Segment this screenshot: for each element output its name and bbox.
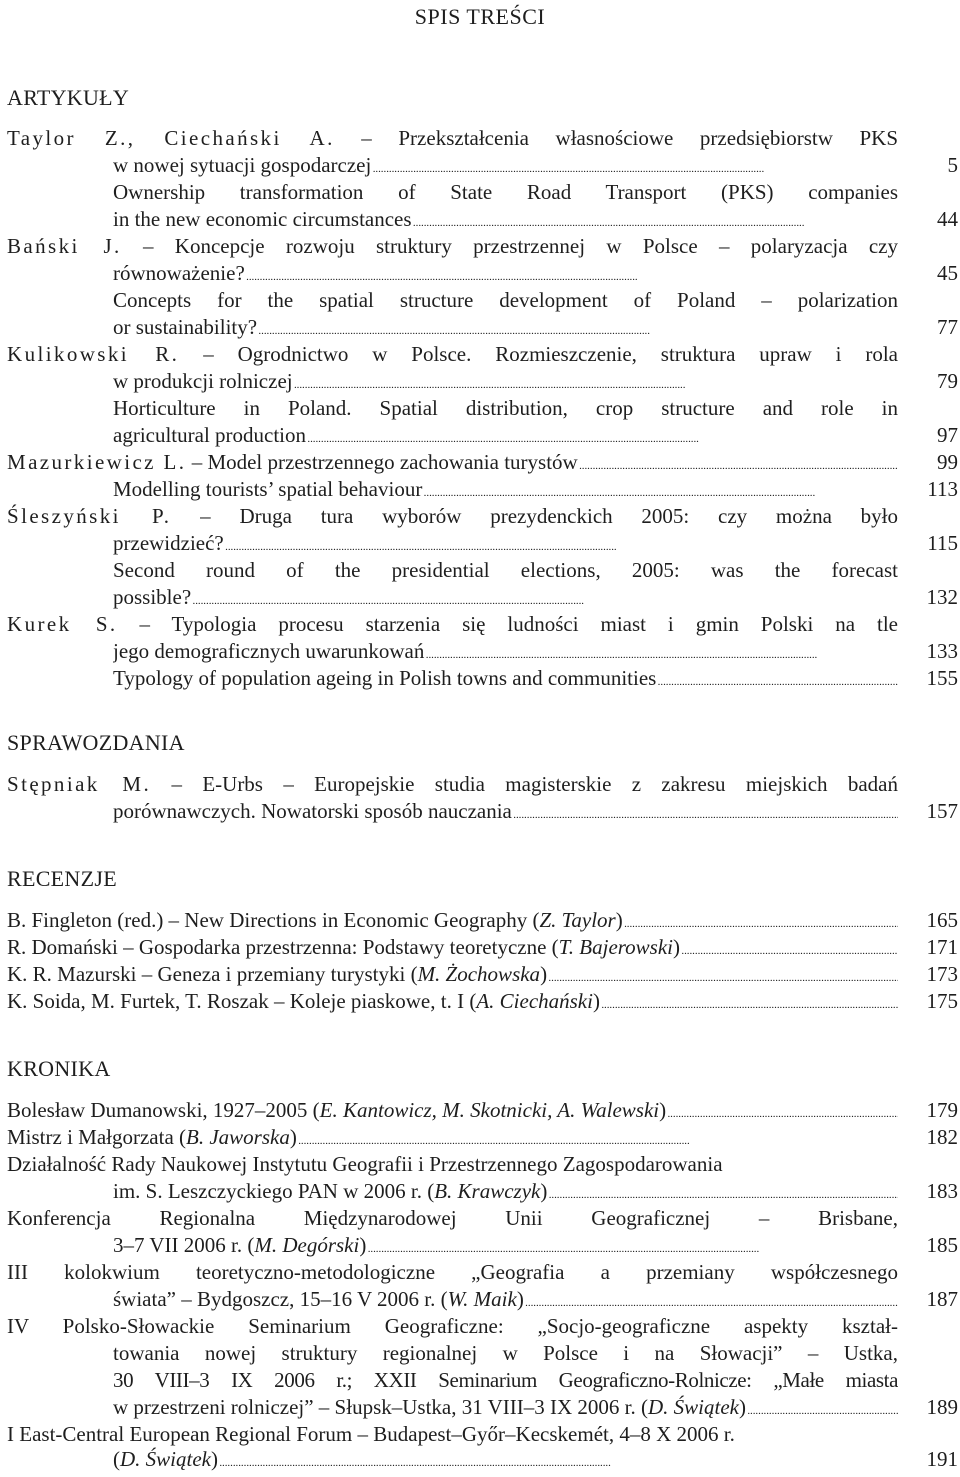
page-number: 173: [926, 962, 958, 986]
toc-entry-line: [113, 476, 960, 503]
page-number: 45: [937, 261, 958, 285]
toc-entry-line: [113, 1446, 960, 1473]
closing-paren: ): [210, 1447, 218, 1471]
chronicle-author: W. Maik: [447, 1287, 517, 1311]
entry-title: – Typologia procesu starzenia się ludności miast i gmin Polski na tle: [117, 612, 898, 636]
page-number: 97: [937, 423, 958, 447]
page-number: 179: [926, 1098, 958, 1122]
toc-entry-line: [7, 1097, 960, 1124]
section-heading-articles: ARTYKUŁY: [7, 85, 130, 110]
toc-entry-line: [7, 341, 960, 368]
page-number: 185: [926, 1233, 958, 1257]
page-number: 113: [927, 477, 958, 501]
chronicle-title: III kolokwium teoretyczno-metodologiczne „Geografia a przemiany współczesnego: [7, 1260, 898, 1284]
chronicle-author: B. Jaworska: [186, 1125, 290, 1149]
page-number: 183: [926, 1179, 958, 1203]
toc-entry-line: [113, 798, 960, 825]
review-title: K. Soida, M. Furtek, T. Roszak – Koleje piaskowe, t. I (: [7, 989, 477, 1013]
toc-entry-line: [113, 638, 960, 665]
entry-title-english-continued: agricultural production . . .: [113, 422, 898, 453]
entry-title-english: Ownership transformation of State Road Transport (PKS) companies: [113, 180, 898, 204]
section-heading-chronicle: KRONIKA: [7, 1056, 111, 1081]
entry-title-english: Second round of the presidential elections, 2005: was the forecast: [113, 558, 898, 582]
entry-author: Stępniak M.: [7, 772, 152, 796]
chronicle-title-continued: 3–7 VII 2006 r. (: [113, 1233, 255, 1257]
chronicle-title: IV Polsko-Słowackie Seminarium Geograficzne: „Socjo-geograficzne aspekty kształ-: [7, 1314, 898, 1338]
entry-title: – Koncepcje rozwoju struktury przestrzennej w Polsce – polaryzacja czy: [121, 234, 898, 258]
entry-title-english: Typology of population ageing in Polish towns and communities . . .: [113, 665, 898, 696]
chronicle-title: Mistrz i Małgorzata (: [7, 1125, 187, 1149]
closing-paren: ): [615, 908, 623, 932]
chronicle-title-continued: świata” – Bydgoszcz, 15–16 V 2006 r. (: [113, 1287, 448, 1311]
page-number: 175: [926, 989, 958, 1013]
toc-entry-line: [113, 530, 960, 557]
toc-entry-line: [113, 368, 960, 395]
reviewer-name: M. Żochowska: [417, 962, 541, 986]
section-heading-reviews: RECENZJE: [7, 866, 117, 891]
chronicle-title: I East-Central European Regional Forum – Budapest–Győr–Kecskemét, 4–8 X 2006 r.: [7, 1422, 735, 1446]
page-number: 77: [937, 315, 958, 339]
chronicle-title-continued: im. S. Leszczyckiego PAN w 2006 r. (: [113, 1179, 435, 1203]
toc-entry-line: [113, 1178, 960, 1205]
entry-title-continued: porównawczych. Nowatorski sposób nauczania . . .: [113, 798, 898, 829]
chronicle-title-continued: (: [113, 1447, 120, 1471]
toc-entry-line: [113, 314, 960, 341]
chronicle-author: B. Krawczyk: [434, 1179, 541, 1203]
closing-paren: ): [540, 1179, 548, 1203]
toc-entry-line: [7, 449, 960, 476]
entry-title-english-continued: or sustainability? . . .: [113, 314, 898, 345]
toc-entry-line: [7, 233, 960, 260]
closing-paren: ): [289, 1125, 297, 1149]
page-number: 132: [926, 585, 958, 609]
toc-entry-line: [113, 1286, 960, 1313]
entry-title-continued: w produkcji rolniczej . . .: [113, 368, 898, 399]
chronicle-title-continued: 30 VIII–3 IX 2006 r.; XXII Seminarium Geograficzno-Rolnicze: „Małe miasta: [113, 1368, 898, 1392]
toc-entry-line: [7, 961, 960, 988]
review-title: K. R. Mazurski – Geneza i przemiany turystyki (: [7, 962, 418, 986]
page-title: SPIS TREŚCI: [414, 4, 546, 29]
toc-entry-line: [7, 125, 960, 152]
reviewer-name: A. Ciechański: [476, 989, 593, 1013]
toc-entry-line: [113, 1340, 960, 1367]
toc-entry-line: [7, 988, 960, 1015]
toc-entry-line: [7, 1205, 960, 1232]
toc-entry-line: [7, 503, 960, 530]
toc-entry-line: [113, 557, 960, 584]
closing-paren: ): [738, 1395, 746, 1419]
closing-paren: ): [359, 1233, 367, 1257]
entry-author: Taylor Z., Ciechański A.: [7, 126, 335, 150]
entry-title-english-continued: possible? . . .: [113, 584, 898, 615]
entry-author: Mazurkiewicz L.: [7, 450, 187, 474]
chronicle-author: D. Świątek: [120, 1447, 211, 1471]
chronicle-title: Bolesław Dumanowski, 1927–2005 (: [7, 1098, 320, 1122]
toc-entry-line: [7, 1151, 960, 1178]
toc-entry-line: [113, 260, 960, 287]
entry-title: – Ogrodnictwo w Polsce. Rozmieszczenie, struktura upraw i rola: [179, 342, 898, 366]
toc-entry-line: [113, 1367, 960, 1394]
reviewer-name: T. Bajerowski: [558, 935, 674, 959]
entry-title-continued: przewidzieć? . . .: [113, 530, 898, 561]
closing-paren: ): [540, 962, 548, 986]
toc-entry-line: [113, 665, 960, 692]
chronicle-title: Konferencja Regionalna Międzynarodowej Unii Geograficznej – Brisbane,: [7, 1206, 898, 1230]
entry-title-english: Horticulture in Poland. Spatial distribution, crop structure and role in: [113, 396, 898, 420]
entry-title-english: Modelling tourists’ spatial behaviour . . .: [113, 476, 898, 507]
toc-entry-line: [7, 1313, 960, 1340]
toc-entry-line: [113, 1394, 960, 1421]
chronicle-author: E. Kantowicz, M. Skotnicki, A. Walewski: [319, 1098, 660, 1122]
entry-title: – E-Urbs – Europejskie studia magisterskie z zakresu miejskich badań: [151, 772, 898, 796]
toc-entry-line: [7, 1124, 960, 1151]
page-number: 115: [927, 531, 958, 555]
entry-title-english: Concepts for the spatial structure development of Poland – polarization: [113, 288, 898, 312]
review-title: R. Domański – Gospodarka przestrzenna: Podstawy teoretyczne (: [7, 935, 559, 959]
chronicle-author: M. Degórski: [254, 1233, 360, 1257]
closing-paren: ): [659, 1098, 667, 1122]
toc-entry-line: [113, 152, 960, 179]
page-number: 79: [937, 369, 958, 393]
reviewer-name: Z. Taylor: [539, 908, 616, 932]
entry-title: – Model przestrzennego zachowania turystów: [186, 450, 578, 474]
toc-entry-line: [7, 934, 960, 961]
entry-title: – Druga tura wyborów prezydenckich 2005: czy można było: [171, 504, 898, 528]
toc-entry-line: [7, 1259, 960, 1286]
page-number: 133: [926, 639, 958, 663]
toc-entry-line: [113, 179, 960, 206]
page-number: 44: [937, 207, 958, 231]
toc-entry-line: [113, 1232, 960, 1259]
toc-entry-line: [113, 395, 960, 422]
entry-author: Kulikowski R.: [7, 342, 180, 366]
chronicle-title: Działalność Rady Naukowej Instytutu Geografii i Przestrzennego Zagospodarowania: [7, 1152, 723, 1176]
entry-author: Bański J.: [7, 234, 122, 258]
page-number: 189: [926, 1395, 958, 1419]
toc-entry-line: [113, 287, 960, 314]
page-number: 157: [926, 799, 958, 823]
page-number: 99: [937, 450, 958, 474]
page-number: 171: [926, 935, 958, 959]
toc-entry-line: [113, 584, 960, 611]
entry-title-english-continued: in the new economic circumstances . . .: [113, 206, 898, 237]
entry-author: Kurek S.: [7, 612, 118, 636]
toc-entry-line: [7, 1421, 960, 1448]
toc-entry-line: [7, 907, 960, 934]
entry-author: Śleszyński P.: [7, 504, 172, 528]
toc-entry-line: [7, 611, 960, 638]
review-title: B. Fingleton (red.) – New Directions in Economic Geography (: [7, 908, 540, 932]
entry-title: – Przekształcenia własnościowe przedsiębiorstw PKS: [334, 126, 898, 150]
page-number: 5: [947, 153, 958, 177]
chronicle-author: D. Świątek: [648, 1395, 739, 1419]
page-number: 155: [926, 666, 958, 690]
toc-entry-line: [7, 771, 960, 798]
entry-title-continued: w nowej sytuacji gospodarczej . . .: [113, 152, 898, 183]
page-number: 187: [926, 1287, 958, 1311]
section-heading-reports: SPRAWOZDANIA: [7, 730, 185, 755]
closing-paren: ): [673, 935, 681, 959]
toc-entry-line: [113, 206, 960, 233]
entry-title-continued: równoważenie? . . .: [113, 260, 898, 291]
page-number: 191: [926, 1447, 958, 1471]
chronicle-title-continued: w przestrzeni rolniczej” – Słupsk–Ustka, 31 VIII–3 IX 2006 r. (: [113, 1395, 648, 1419]
chronicle-title-continued: towania nowej struktury regionalnej w Polsce i na Słowacji” – Ustka,: [113, 1341, 898, 1365]
entry-title-continued: jego demograficznych uwarunkowań . . .: [113, 638, 898, 669]
page-number: 182: [926, 1125, 958, 1149]
toc-entry-line: [113, 422, 960, 449]
closing-paren: ): [592, 989, 600, 1013]
closing-paren: ): [516, 1287, 524, 1311]
page-number: 165: [926, 908, 958, 932]
